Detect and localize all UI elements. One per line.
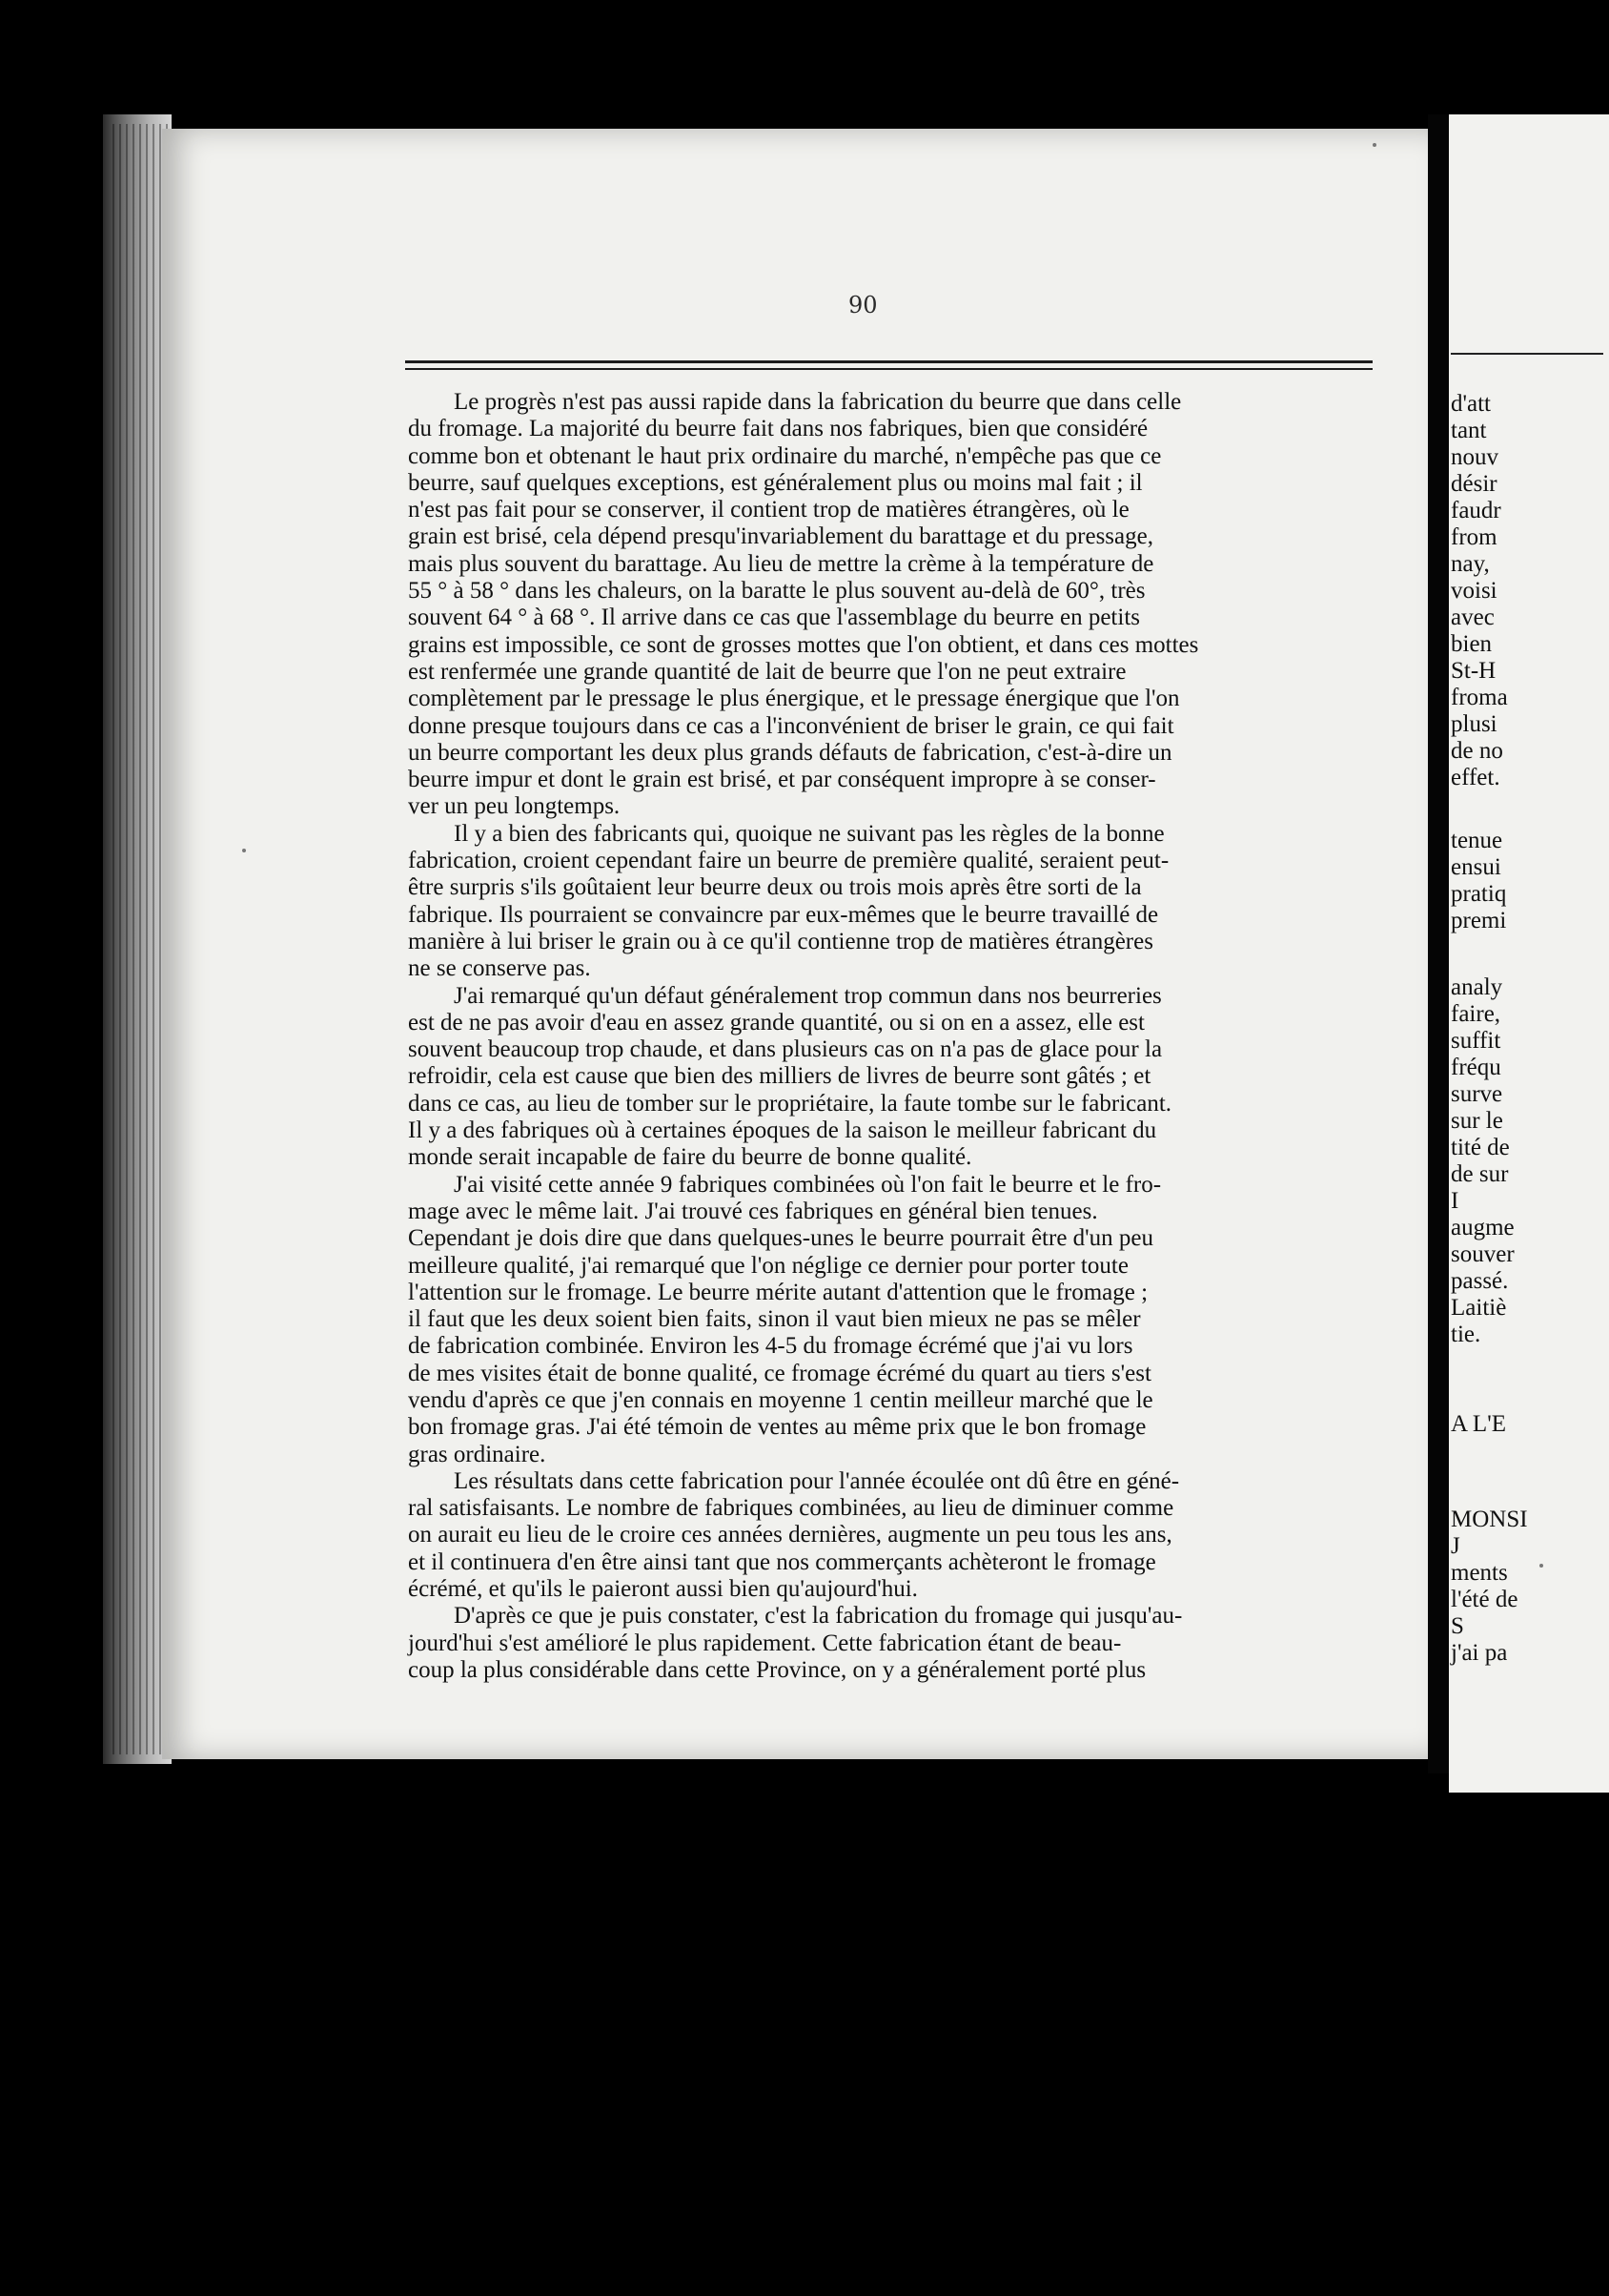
- right-page-fragment: faire,: [1451, 1001, 1501, 1027]
- right-page-fragment: augme: [1451, 1215, 1515, 1240]
- text-line: l'attention sur le fromage. Le beurre mérite autant d'attention que le fromage ;: [408, 1279, 1149, 1305]
- right-page-fragment: d'att: [1451, 391, 1491, 417]
- right-page-fragment: Laitiè: [1451, 1295, 1507, 1321]
- right-page-fragment: from: [1451, 524, 1497, 550]
- text-line: souvent beaucoup trop chaude, et dans plusieurs cas on n'a pas de glace pour la: [408, 1036, 1163, 1063]
- text-line: J'ai remarqué qu'un défaut généralement trop commun dans nos beurreries: [454, 982, 1162, 1009]
- right-page-fragment: tie.: [1451, 1322, 1481, 1347]
- text-line: ral satisfaisants. Le nombre de fabriques combinées, au lieu de diminuer comme: [408, 1495, 1174, 1522]
- text-line: ne se conserve pas.: [408, 955, 591, 982]
- page-gutter: [1428, 114, 1449, 1773]
- text-line: du fromage. La majorité du beurre fait dans nos fabriques, bien que considéré: [408, 416, 1149, 442]
- text-line: un beurre comportant les deux plus grands défauts de fabrication, c'est-à-dire un: [408, 739, 1172, 766]
- right-page-fragment: tité de: [1451, 1135, 1510, 1160]
- text-line: complètement par le pressage le plus énergique, et le pressage énergique que l'on: [408, 686, 1180, 712]
- right-page-fragment: voisi: [1451, 578, 1497, 604]
- right-page-fragment: J: [1451, 1533, 1460, 1559]
- right-page-fragment: sur le: [1451, 1108, 1503, 1134]
- text-line: est de ne pas avoir d'eau en assez grande quantité, ou si on en a assez, elle est: [408, 1009, 1145, 1035]
- header-rule-thick: [405, 360, 1373, 363]
- text-line: beurre, sauf quelques exceptions, est généralement plus ou moins mal fait ; il: [408, 469, 1143, 496]
- right-page-fragment: S: [1451, 1613, 1464, 1639]
- text-line: et il continuera d'en être ainsi tant que nos commerçants achèteront le fromage: [408, 1548, 1156, 1575]
- text-line: dans ce cas, au lieu de tomber sur le propriétaire, la faute tombe sur le fabricant.: [408, 1090, 1172, 1117]
- page-number: 90: [848, 292, 878, 318]
- text-line: meilleure qualité, j'ai remarqué que l'on néglige ce dernier pour porter toute: [408, 1252, 1129, 1279]
- right-page-fragment: l'été de: [1451, 1587, 1518, 1612]
- right-page-fragment: suffit: [1451, 1028, 1501, 1054]
- text-line: vendu d'après ce que j'en connais en moyenne 1 centin meilleur marché que le: [408, 1386, 1153, 1413]
- right-page-fragment: pratiq: [1451, 881, 1507, 907]
- text-line: de mes visites était de bonne qualité, ce fromage écrémé du quart au tiers s'est: [408, 1360, 1151, 1386]
- right-page-fragment: nouv: [1451, 444, 1498, 470]
- right-page-fragment: j'ai pa: [1451, 1640, 1508, 1666]
- text-line: D'après ce que je puis constater, c'est la fabrication du fromage qui jusqu'au-: [454, 1603, 1183, 1630]
- text-line: est renfermée une grande quantité de lait de beurre que l'on ne peut extraire: [408, 658, 1127, 685]
- text-line: Il y a bien des fabricants qui, quoique ne suivant pas les règles de la bonne: [454, 820, 1165, 847]
- text-line: fabrication, croient cependant faire un beurre de première qualité, seraient peut-: [408, 848, 1170, 874]
- right-page-fragment: de sur: [1451, 1161, 1509, 1187]
- text-line: gras ordinaire.: [408, 1441, 546, 1467]
- right-page-fragment: désir: [1451, 471, 1497, 497]
- text-line: souvent 64 ° à 68 °. Il arrive dans ce cas que l'assemblage du beurre en petits: [408, 605, 1140, 631]
- left-page-body-text: [408, 389, 1395, 1684]
- text-line: mage avec le même lait. J'ai trouvé ces fabriques en général bien tenues.: [408, 1198, 1098, 1224]
- text-line: coup la plus considérable dans cette Province, on y a généralement porté plus: [408, 1656, 1147, 1683]
- text-line: on aurait eu lieu de le croire ces années dernières, augmente un peu tous les ans,: [408, 1522, 1172, 1548]
- right-page-fragment: analy: [1451, 974, 1503, 1000]
- text-line: écrémé, et qu'ils le paieront aussi bien qu'aujourd'hui.: [408, 1576, 918, 1603]
- text-line: comme bon et obtenant le haut prix ordinaire du marché, n'empêche pas que ce: [408, 442, 1162, 469]
- text-line: grain est brisé, cela dépend presqu'invariablement du barattage et du pressage,: [408, 523, 1153, 550]
- header-rule-thin: [405, 368, 1373, 370]
- right-page-fragment: avec: [1451, 605, 1495, 630]
- text-line: manière à lui briser le grain ou à ce qu'il contienne trop de matières étrangères: [408, 928, 1153, 954]
- right-page-fragment: fréqu: [1451, 1055, 1501, 1080]
- right-page-fragment: St-H: [1451, 658, 1497, 684]
- right-page: [1449, 114, 1609, 1793]
- text-line: il faut que les deux soient bien faits, sinon il vaut bien mieux ne pas se mêler: [408, 1306, 1141, 1333]
- right-page-fragment: I: [1451, 1188, 1459, 1214]
- text-line: refroidir, cela est cause que bien des milliers de livres de beurre sont gâtés ; et: [408, 1063, 1151, 1090]
- scan-speck: [1373, 143, 1376, 147]
- right-page-fragment: plusi: [1451, 711, 1497, 737]
- text-line: Les résultats dans cette fabrication pour l'année écoulée ont dû être en géné-: [454, 1467, 1180, 1494]
- text-line: fabrique. Ils pourraient se convaincre par eux-mêmes que le beurre travaillé de: [408, 901, 1159, 928]
- text-line: de fabrication combinée. Environ les 4-5 du fromage écrémé que j'ai vu lors: [408, 1333, 1133, 1360]
- right-page-fragment: bien: [1451, 631, 1493, 657]
- right-page-fragment: souver: [1451, 1241, 1515, 1267]
- right-page-fragment: de no: [1451, 738, 1503, 764]
- right-page-fragment: surve: [1451, 1081, 1503, 1107]
- right-page-fragment: froma: [1451, 685, 1508, 710]
- text-line: Il y a des fabriques où à certaines époques de la saison le meilleur fabricant du: [408, 1117, 1157, 1144]
- page-edge-lines: [112, 124, 168, 1754]
- right-page-fragment: premi: [1451, 908, 1507, 933]
- text-line: beurre impur et dont le grain est brisé, et par conséquent impropre à se conser-: [408, 767, 1156, 793]
- text-line: Le progrès n'est pas aussi rapide dans la fabrication du beurre que dans celle: [454, 389, 1182, 415]
- right-page-fragment: faudr: [1451, 498, 1501, 523]
- right-page-fragment: A L'E: [1451, 1411, 1506, 1437]
- right-page-fragment: tant: [1451, 418, 1487, 443]
- right-page-fragment: passé.: [1451, 1268, 1509, 1294]
- text-line: ver un peu longtemps.: [408, 793, 621, 820]
- text-line: Cependant je dois dire que dans quelques-unes le beurre pourrait être d'un peu: [408, 1225, 1154, 1252]
- text-line: grains est impossible, ce sont de grosses mottes que l'on obtient, et dans ces mottes: [408, 631, 1199, 658]
- text-line: mais plus souvent du barattage. Au lieu de mettre la crème à la température de: [408, 550, 1154, 577]
- right-page-fragment: ments: [1451, 1560, 1508, 1586]
- right-page-header-rule: [1451, 353, 1603, 355]
- text-line: 55 ° à 58 ° dans les chaleurs, on la baratte le plus souvent au-delà de 60°, très: [408, 578, 1146, 605]
- text-line: être surpris s'ils goûtaient leur beurre deux ou trois mois après être sorti de la: [408, 874, 1142, 901]
- text-line: bon fromage gras. J'ai été témoin de ventes au même prix que le bon fromage: [408, 1414, 1147, 1441]
- text-line: monde serait incapable de faire du beurre de bonne qualité.: [408, 1144, 972, 1171]
- text-line: donne presque toujours dans ce cas a l'inconvénient de briser le grain, ce qui fait: [408, 712, 1174, 739]
- right-page-fragment: tenue: [1451, 828, 1503, 853]
- scan-speck: [242, 849, 246, 852]
- right-page-fragment: MONSI: [1451, 1507, 1528, 1532]
- text-line: jourd'hui s'est amélioré le plus rapidement. Cette fabrication étant de beau-: [408, 1630, 1122, 1656]
- text-line: n'est pas fait pour se conserver, il contient trop de matières étrangères, où le: [408, 497, 1130, 523]
- text-line: J'ai visité cette année 9 fabriques combinées où l'on fait le beurre et le fro-: [454, 1171, 1162, 1198]
- right-page-fragment: effet.: [1451, 765, 1500, 790]
- right-page-fragment: nay,: [1451, 551, 1490, 577]
- scan-speck: [1539, 1564, 1543, 1568]
- right-page-fragment: ensui: [1451, 854, 1501, 880]
